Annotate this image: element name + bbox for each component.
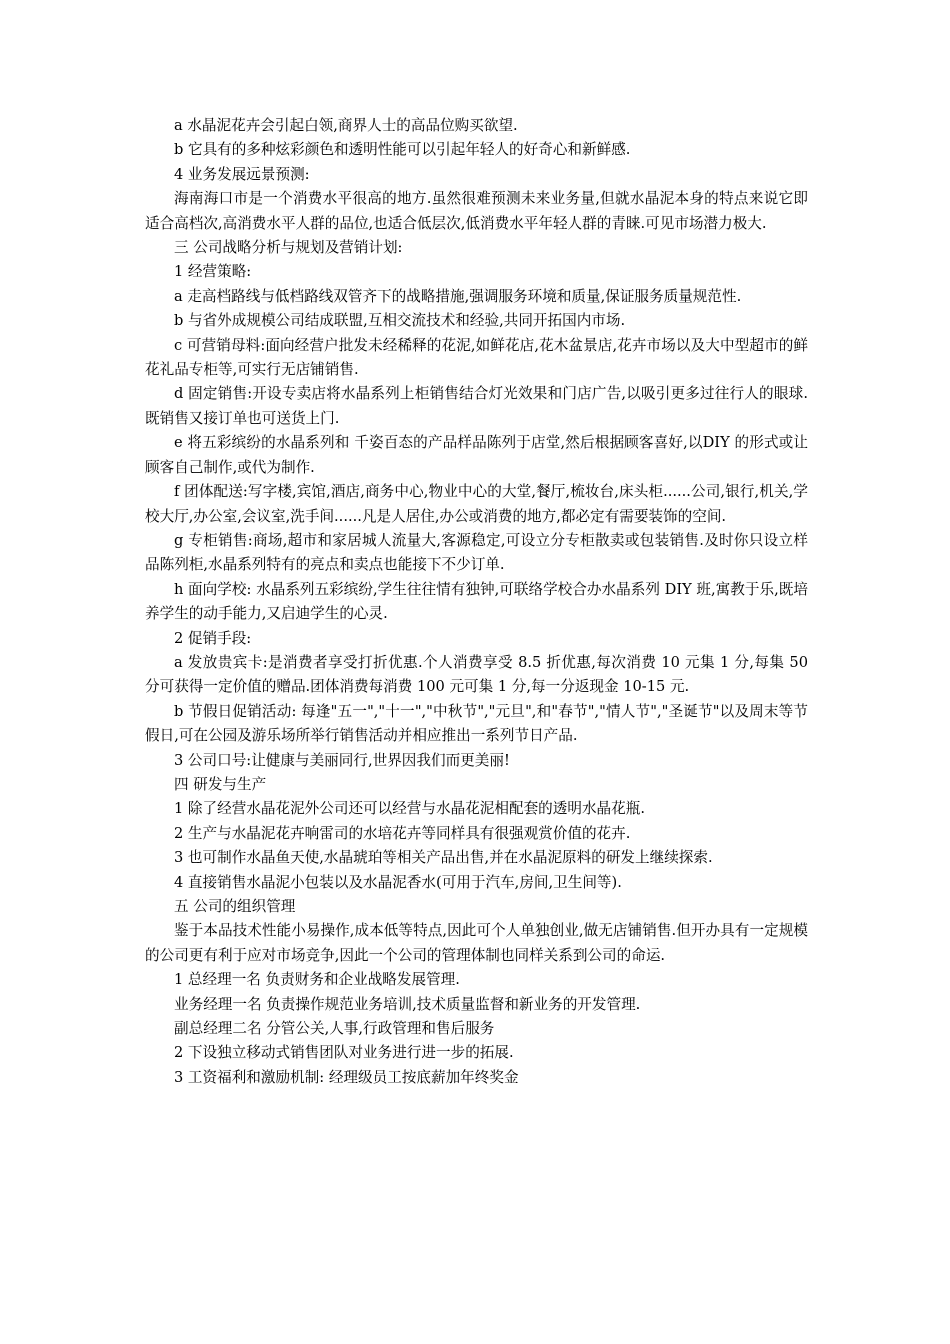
paragraph: 三 公司战略分析与规划及营销计划: bbox=[174, 239, 403, 257]
paragraph: 五 公司的组织管理 bbox=[174, 898, 296, 915]
paragraph: 业务经理一名 负责操作规范业务培训,技术质量监督和新业务的开发管理. bbox=[174, 995, 641, 1013]
paragraph: 3 也可制作水晶鱼天使,水晶琥珀等相关产品出售,并在水晶泥原料的研发上继续探索. bbox=[174, 849, 713, 867]
paragraph: h 面向学校: 水晶系列五彩缤纷,学生往往情有独钟,可联络学校合办水晶系列 DIY 班,寓教于乐,既培养学生的动手能力,又启迪学生的心灵. bbox=[145, 580, 808, 623]
paragraph: 3 工资福利和激励机制: 经理级员工按底薪加年终奖金 bbox=[174, 1068, 519, 1086]
paragraph: 1 总经理一名 负责财务和企业战略发展管理. bbox=[174, 971, 460, 989]
paragraph: g 专柜销售:商场,超市和家居城人流量大,客源稳定,可设立分专柜散卖或包装销售.及时你只设立样品陈列柜,水晶系列特有的亮点和卖点也能接下不少订单. bbox=[145, 531, 808, 574]
paragraph: f 团体配送:写字楼,宾馆,酒店,商务中心,物业中心的大堂,餐厅,梳妆台,床头柜......公司,银行,机关,学校大厅,办公室,会议室,洗手间......凡是人居住,办公或消费的地方,都必定有需要装饰的空间. bbox=[145, 483, 808, 525]
paragraph: d 固定销售:开设专卖店将水晶系列上柜销售结合灯光效果和门店广告,以吸引更多过往行人的眼球.既销售又接订单也可送货上门. bbox=[145, 385, 808, 427]
document-body bbox=[145, 114, 808, 1090]
paragraph: 副总经理二名 分管公关,人事,行政管理和售后服务 bbox=[174, 1020, 495, 1038]
paragraph: a 发放贵宾卡:是消费者享受打折优惠.个人消费享受 8.5 折优惠,每次消费 10 元集 1 分,每集 50 分可获得一定价值的赠品.团体消费每消费 100 元可集 1 分,每一分返现金 10-15 元. bbox=[145, 653, 808, 696]
paragraph: e 将五彩缤纷的水晶系列和 千姿百态的产品样品陈列于店堂,然后根据顾客喜好,以DIY 的形式或让顾客自己制作,或代为制作. bbox=[145, 434, 808, 476]
paragraph: 四 研发与生产 bbox=[174, 775, 267, 793]
paragraph: c 可营销母料:面向经营户批发未经稀释的花泥,如鲜花店,花木盆景店,花卉市场以及大中型超市的鲜花礼品专柜等,可实行无店铺销售. bbox=[145, 336, 808, 379]
paragraph: 4 业务发展远景预测: bbox=[174, 165, 310, 183]
paragraph: 4 直接销售水晶泥小包装以及水晶泥香水(可用于汽车,房间,卫生间等). bbox=[174, 873, 622, 891]
paragraph: 2 促销手段: bbox=[174, 629, 252, 647]
paragraph: 1 经营策略: bbox=[174, 263, 252, 281]
paragraph: 1 除了经营水晶花泥外公司还可以经营与水晶花泥相配套的透明水晶花瓶. bbox=[174, 800, 645, 818]
paragraph: b 与省外成规模公司结成联盟,互相交流技术和经验,共同开拓国内市场. bbox=[174, 312, 626, 330]
paragraph: 2 生产与水晶泥花卉响雷司的水培花卉等同样具有很强观赏价值的花卉. bbox=[174, 824, 631, 842]
paragraph: 海南海口市是一个消费水平很高的地方.虽然很难预测未来业务量,但就水晶泥本身的特点来说它即适合高档次,高消费水平人群的品位,也适合低层次,低消费水平年轻人群的青睐.可见市场潜力极大. bbox=[145, 190, 808, 232]
paragraph: a 水晶泥花卉会引起白领,商界人士的高品位购买欲望. bbox=[174, 117, 518, 134]
paragraph: 2 下设独立移动式销售团队对业务进行进一步的拓展. bbox=[174, 1044, 514, 1062]
paragraph: b 节假日促销活动: 每逢"五一","十一","中秋节","元旦",和"春节","情人节","圣诞节"以及周末等节假日,可在公园及游乐场所举行销售活动并相应推出一系列节日产品. bbox=[145, 702, 808, 745]
paragraph: 3 公司口号:让健康与美丽同行,世界因我们而更美丽! bbox=[174, 751, 510, 769]
paragraph: 鉴于本品技术性能小易操作,成本低等特点,因此可个人单独创业,做无店铺销售.但开办具有一定规模的公司更有利于应对市场竞争,因此一个公司的管理体制也同样关系到公司的命运. bbox=[145, 922, 808, 964]
paragraph: b 它具有的多种炫彩颜色和透明性能可以引起年轻人的好奇心和新鲜感. bbox=[174, 141, 631, 159]
paragraph: a 走高档路线与低档路线双管齐下的战略措施,强调服务环境和质量,保证服务质量规范性. bbox=[174, 287, 742, 305]
